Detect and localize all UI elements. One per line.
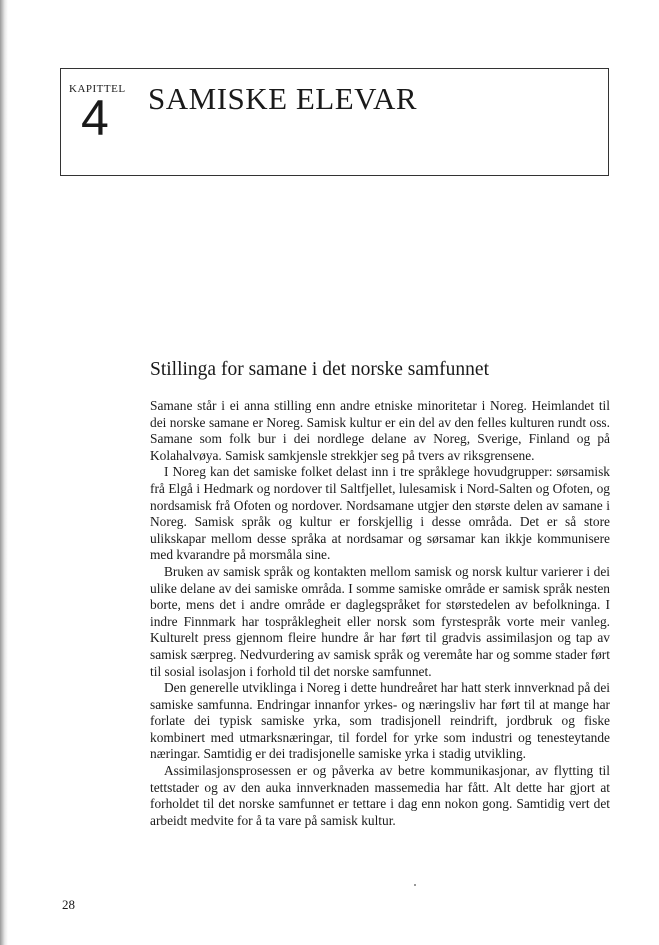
paragraph: Assimilasjonsprosessen er og påverka av betre kommunikasjonar, av flytting til tettstader og av den auka innverknaden massemedia har fått. Alt dette har gjort at forholdet til det norske samfunnet er tettare i dag enn nokon gong. Samtidig vert det arbeidt medvite for å ta vare på samisk kultur. xyxy=(150,763,610,828)
page-edge-shadow xyxy=(0,0,8,945)
print-speck xyxy=(414,884,416,886)
paragraph: Den generelle utviklinga i Noreg i dette hundreåret har hatt sterk innverknad på dei samiske samfunna. Endringar innanfor yrkes- og næringsliv har ført til at mange har forlate dei typisk samiske yrka, som tradisjonell reindrift, jordbruk og fiske kombinert med utmarksnæringar, til fordel for yrke som industri og tenesteytande næringar. Samtidig er dei tradisjonelle samiske yrka i stadig utvikling. xyxy=(150,680,610,762)
chapter-title: SAMISKE ELEVAR xyxy=(148,81,418,116)
paragraph: Samane står i ei anna stilling enn andre etniske minoritetar i Noreg. Heimlandet til dei norske samane er Noreg. Samisk kultur er ein del av den felles kulturen rundt oss. Samane som folk bur i dei nordlege delane av Noreg, Sverige, Finland og på Kolahalvøya. Samisk samkjensle strekkjer seg på tvers av riksgrensene. xyxy=(150,398,610,463)
chapter-label: KAPITTEL xyxy=(69,83,126,95)
page-number: 28 xyxy=(62,897,75,912)
paragraph: Bruken av samisk språk og kontakten mellom samisk og norsk kultur varierer i dei ulike delane av dei samiske områda. I somme samiske område er samisk språk nesten borte, mens det i andre område er daglegspråket for størstedelen av befolkninga. I indre Finnmark har tospråklegheit eller norsk som fyrstespråk vorte meir vanleg. Kulturelt press gjennom fleire hundre år har ført til gradvis assimilasjon og tap av samisk særpreg. Nedvurdering av samisk språk og veremåte har og somme stader ført til sosial isolasjon i forhold til det norske samfunnet. xyxy=(150,563,610,679)
section-heading: Stillinga for samane i det norske samfunnet xyxy=(150,359,490,380)
chapter-number: 4 xyxy=(81,90,109,146)
chapter-header-box xyxy=(60,68,609,176)
paragraph: I Noreg kan det samiske folket delast inn i tre språklege hovudgrupper: sørsamisk frå Elgå i Hedmark og nordover til Saltfjellet, lulesamisk i Nord-Salten og Ofoten, og nordsamisk frå Ofoten og nordover. Nordsamane utgjer den største delen av samane i Noreg. Samisk språk og kultur er forskjellig i desse områda. Det er så store ulikskapar mellom desse språka at nordsamar og sørsamar kan ikkje kommunisere med kvarandre på morsmåla sine. xyxy=(150,464,610,563)
body-text xyxy=(150,398,610,829)
